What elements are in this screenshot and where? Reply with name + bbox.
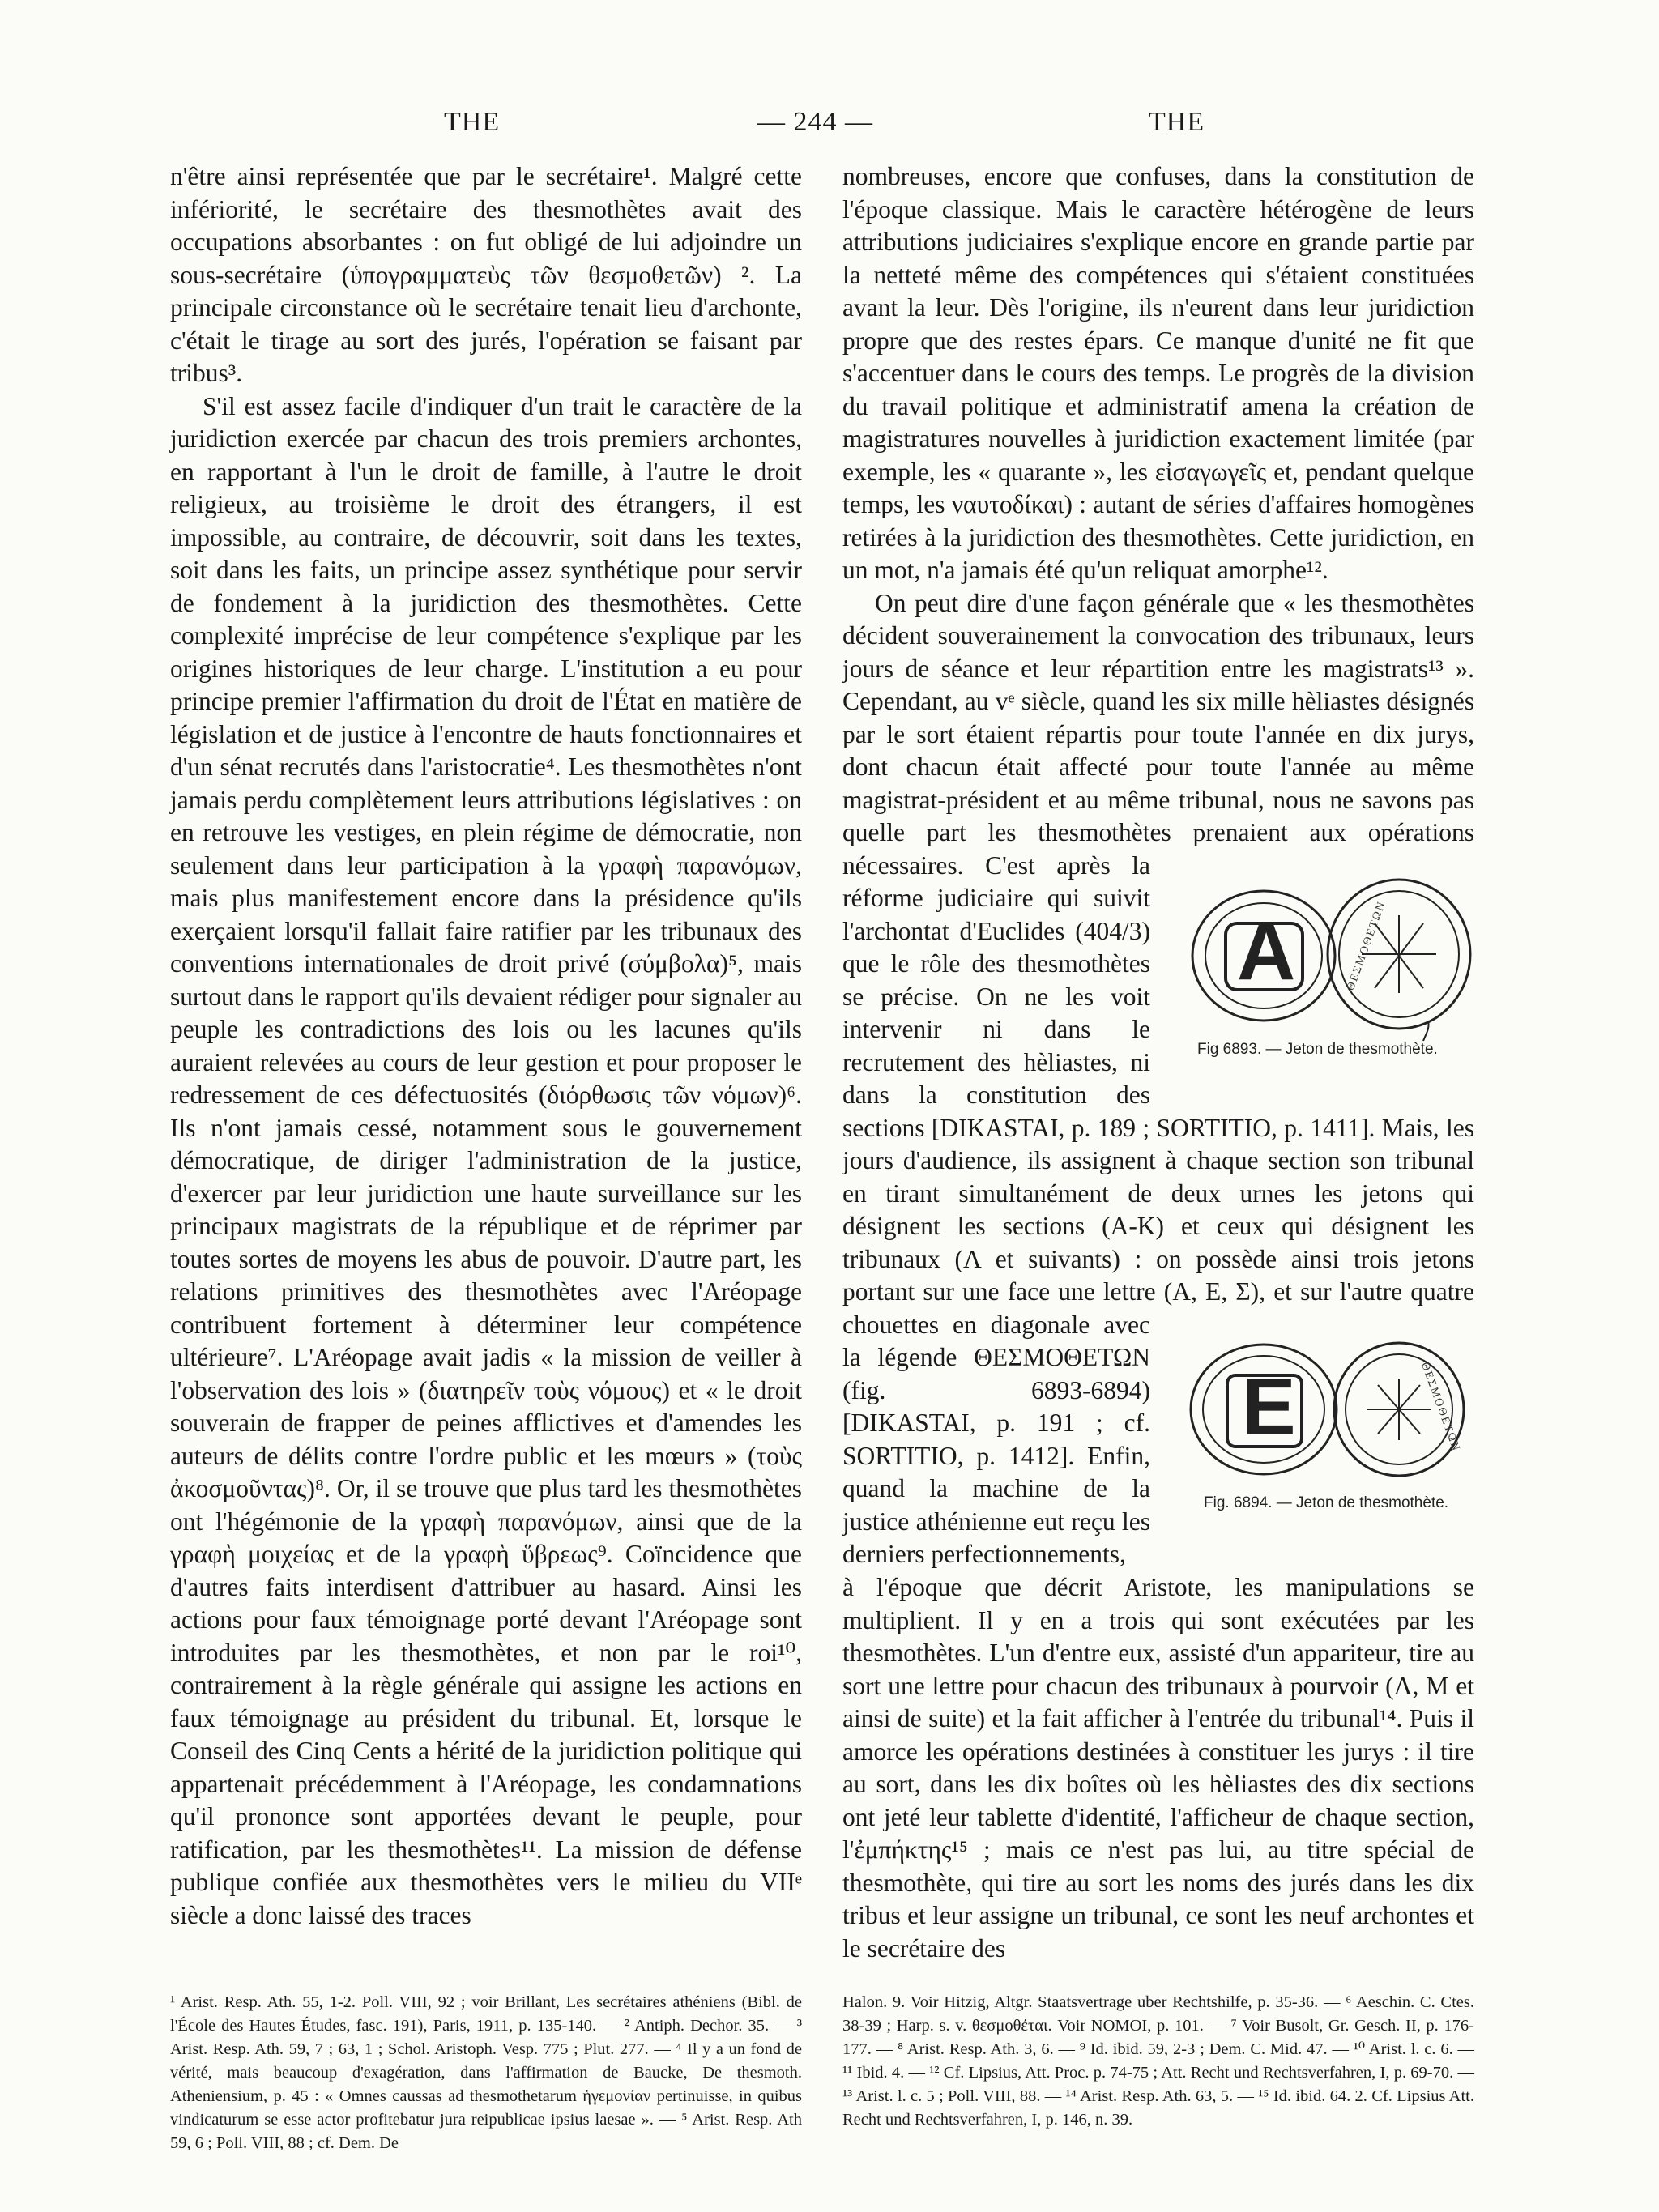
coin-6893-letter: A	[1237, 906, 1296, 997]
figure-6893-caption: Fig 6893. — Jeton de thesmothète.	[1197, 1041, 1438, 1058]
figure-6894-caption: Fig. 6894. — Jeton de thesmothète.	[1204, 1494, 1449, 1511]
footnote-text: ¹ Arist. Resp. Ath. 55, 1-2. Poll. VIII, 92 ; voir Brillant, Les secrétaires athéniens (Bibl. de l'École des Hautes Études, fasc. 191), Paris, 1911, p. 135-140. — ² Antiph. Dechor. 35. — ³ Arist. Resp. Ath. 59, 7 ; 63, 1 ; Schol. Aristoph. Vesp. 775 ; Plut. 277. — ⁴ Il y a un fond de vérité, mais beaucoup d'exagération, dans l'affirmation de Baucke, De thesmoth. Atheniensium, p. 45 : « Omnes caussas ad thesmothetarum ἡγεμονίαν pertinuisse, in quibus vindicaturum se esse actor profitebatur jura reipublicae ipsius laesae ». — ⁵ Arist. Resp. Ath 59, 6 ; Poll. VIII, 88 ; cf. Dem. De	[170, 1993, 802, 2152]
coin-6894-letter: E	[1242, 1362, 1296, 1452]
paragraph: n'être ainsi représentée que par le secrétaire¹. Malgré cette infériorité, le secrétaire des thesmothètes avait des occupations absorbantes : on fut obligé de lui adjoindre un sous-secrétaire (ὑπογραμματεὺς τῶν θεσμοθετῶν) ². La principale circonstance où le secrétaire tenait lieu d'archonte, c'était le tirage au sort des jurés, l'opération se faisant par tribus³.	[170, 162, 802, 387]
figure-6894	[1187, 1328, 1478, 1498]
coin-6893-illustration	[1187, 867, 1478, 1053]
paragraph: à l'époque que décrit Aristote, les manipulations se multiplient. Il y en a trois qui sont exécutées par les thesmothètes. L'un d'entre eux, assisté d'un appariteur, tire au sort une lettre pour chacun des tribunaux à pourvoir (Λ, M et ainsi de suite) et la fait afficher à l'entrée du tribunal¹⁴. Puis il amorce les opérations destinées à constituer les jurys : il tire au sort, dans les dix boîtes où les hèliastes des dix sections ont jeté leur tablette d'identité, l'afficheur de chaque section, l'ἐμπήκτης¹⁵ ; mais ce n'est pas lui, au titre spécial de thesmothète, qui tire au sort les noms des jurés dans les dix tribus et leur assigne un tribunal, ce sont les neuf archontes et le secrétaire des	[842, 1573, 1474, 1963]
running-head-right: THE	[1149, 107, 1205, 137]
running-head-left: THE	[444, 107, 501, 137]
paragraph: S'il est assez facile d'indiquer d'un trait le caractère de la juridiction exercée par chacun des trois premiers archontes, en rapportant à l'un le droit de famille, à l'autre le droit religieux, au troisième le droit des étrangers, il est impossible, au contraire, de découvrir, soit dans les textes, soit dans les faits, un principe assez synthétique pour servir de fondement à la juridiction des thesmothètes. Cette complexité imprécise de leur compétence s'explique par les origines historiques de leur charge. L'institution a eu pour principe premier l'affirmation du droit de l'État en matière de législation et de justice à l'encontre de hauts fonctionnaires et d'un sénat recrutés dans l'aristocratie⁴. Les thesmothètes n'ont jamais perdu complètement leurs attributions législatives : on en retrouve les vestiges, en plein régime de démocratie, non seulement dans leur participation à la γραφὴ παρανόμων, mais plus manifestement encore dans la présidence qu'ils exerçaient lorsqu'il fallait faire ratifier par les tribunaux des conventions internationales de droit privé (σύμβολα)⁵, mais surtout dans le rapport qu'ils devaient rédiger pour signaler au peuple les contradictions des lois ou les lacunes qu'ils auraient relevées au cours de leur gestion et pour proposer le redressement de ces défectuosités (διόρθωσις τῶν νόμων)⁶. Ils n'ont jamais cessé, notamment sous le gouvernement démocratique, de diriger l'administration de la justice, d'exercer par leur juridiction une haute surveillance sur les principaux magistrats de la république et de réprimer par toutes sortes de moyens les abus de pouvoir. D'autre part, les relations primitives des thesmothètes avec l'Aréopage contribuent fortement à déterminer leur compétence ultérieure⁷. L'Aréopage avait jadis « la mission de veiller à l'observation des lois » (διατηρεῖν τοὺς νόμους) et « le droit souverain de frapper de peines afflictives et d'amendes les auteurs de délits contre l'ordre public et les mœurs » (τοὺς ἀκοσμοῦντας)⁸. Or, il se trouve que plus tard les thesmothètes ont l'hégémonie de la γραφὴ παρανόμων, ainsi que de la γραφὴ μοιχείας et de la γραφὴ ὕβρεως⁹. Coïncidence que d'autres faits interdisent d'attribuer au hasard. Ainsi les actions pour faux témoignage porté devant l'Aréopage sont introduites par les thesmothètes, et non par le roi¹⁰, contrairement à la règle générale qui assigne les actions en faux témoignage au président du tribunal. Et, lorsque le Conseil des Cinq Cents a hérité de la juridiction politique qui appartenait précédemment à l'Aréopage, les condamnations qu'il prononce sont apportées devant le peuple, pour ratification, par les thesmothètes¹¹. La mission de défense publique confiée aux thesmothètes vers le milieu du VIIᵉ siècle a donc laissé des traces	[170, 391, 802, 1929]
figure-6893	[1187, 867, 1478, 1053]
right-column-continued	[842, 1571, 1474, 1965]
paragraph: On peut dire d'une façon générale que « les thesmothètes décident souverainement la convocation des tribunaux, leurs jours de séance et leur répartition entre les magistrats¹³ ». Cependant, au vᵉ siècle, quand les six mille hèliastes désignés par le sort étaient répartis pour toute l'année en dix jurys, dont chacun était affecté pour toute l'année au même magistrat-président et au même tribunal, nous ne savons pas quelle part les thesmothètes prenaient aux opérations nécessaires. C'est après la réforme judiciaire qui suivit l'archontat d'Euclides (404/3) que le rôle des thesmothètes se précise. On ne les voit intervenir ni dans le recrutement des hèliastes, ni dans la constitution des sections [DIKASTAI, p. 189 ; SORTITIO, p. 1411]. Mais, les jours d'audience, ils assignent à chaque section son tribunal en tirant simultanément de deux urnes les jetons qui désignent les sections (A-K) et ceux qui désignent les tribunaux (Λ et suivants) : on possède ainsi trois jetons portant sur une face une lettre (A, E, Σ), et sur l'autre quatre chouettes en diagonale avec la légende ΘΕΣΜΟΘΕΤΩΝ (fig. 6893-6894) [DIKASTAI, p. 191 ; cf. SORTITIO, p. 1412]. Enfin, quand la machine de la justice athénienne eut reçu les derniers perfectionnements,	[842, 588, 1474, 1568]
paragraph: nombreuses, encore que confuses, dans la constitution de l'époque classique. Mais le caractère hétérogène de leurs attributions judiciaires s'explique encore en grande partie par la netteté même des compétences qui s'étaient constituées avant la leur. Dès l'origine, ils n'eurent dans leur juridiction propre que des restes épars. Ce manque d'unité ne fit que s'accentuer dans le cours des temps. Le progrès de la division du travail politique et administratif amena la création de magistratures nouvelles à juridiction exactement limitée (par exemple, les « quarante », les εἰσαγωγεῖς et, pendant quelque temps, les ναυτοδίκαι) : autant de séries d'affaires homogènes retirées à la juridiction des thesmothètes. Cette juridiction, en un mot, n'a jamais été qu'un reliquat amorphe¹².	[842, 162, 1474, 584]
footnotes-left	[170, 1991, 802, 2155]
footnote-text: Halon. 9. Voir Hitzig, Altgr. Staatsvertrage uber Rechtshilfe, p. 35-36. — ⁶ Aeschin. C. Ctes. 38-39 ; Harp. s. v. θεσμοθέται. Voir NOMOI, p. 101. — ⁷ Voir Busolt, Gr. Gesch. II, p. 176-177. — ⁸ Arist. Resp. Ath. 3, 6. — ⁹ Id. ibid. 59, 2-3 ; Dem. C. Mid. 47. — ¹⁰ Arist. l. c. 6. — ¹¹ Ibid. 4. — ¹² Cf. Lipsius, Att. Proc. p. 74-75 ; Att. Recht und Rechtsverfahren, I, p. 69-70. — ¹³ Arist. l. c. 5 ; Poll. VIII, 88. — ¹⁴ Arist. Resp. Ath. 63, 5. — ¹⁵ Id. ibid. 64. 2. Cf. Lipsius Att. Recht und Rechtsverfahren, I, p. 146, n. 39.	[842, 1993, 1474, 2129]
footnotes-right	[842, 1991, 1474, 2132]
page-number: — 244 —	[757, 107, 873, 137]
coin-6894-legend: ΘΕΣΜΟΘΕΤΩΝ	[1418, 1361, 1462, 1454]
coin-6893-legend: ΘΕΣΜΟΘΕΤΩΝ	[1345, 899, 1389, 993]
left-column	[170, 160, 802, 1932]
